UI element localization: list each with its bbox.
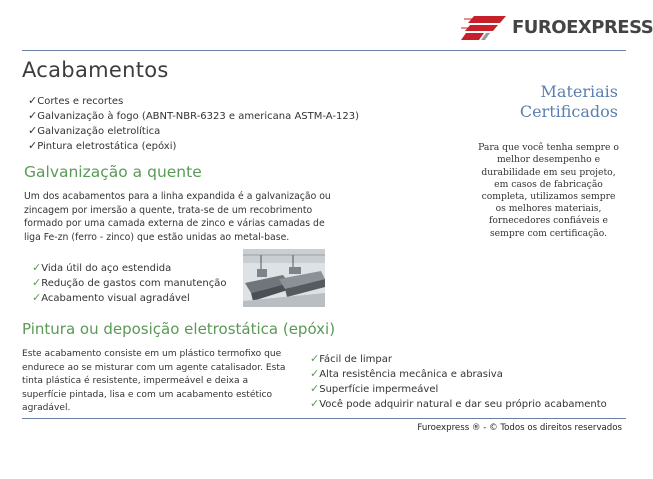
check-icon: ✓ bbox=[310, 352, 320, 365]
check-icon: ✓ bbox=[32, 261, 42, 274]
sidebar-title-line1: Materiais bbox=[540, 82, 618, 101]
check-icon: ✓ bbox=[310, 367, 320, 380]
list-item: ✓Galvanização eletrolítica bbox=[28, 124, 161, 137]
check-icon: ✓ bbox=[310, 397, 320, 410]
footer-copyright: Furoexpress ® - © Todos os direitos reservados bbox=[417, 423, 622, 433]
furoexpress-logo-icon bbox=[460, 14, 508, 42]
list-item: ✓Superfície impermeável bbox=[310, 382, 439, 395]
pintura-text: Este acabamento consiste em um plástico termofixo que endurece ao se misturar com um agente catalisador. Esta tinta plástica é resistente, impermeável e deixa a superfície pintada, lisa e com um acabamento estético agradável. bbox=[22, 349, 286, 413]
list-item: ✓Redução de gastos com manutenção bbox=[32, 276, 227, 289]
sidebar-title bbox=[480, 82, 618, 122]
check-icon: ✓ bbox=[28, 124, 38, 137]
galvanizacao-benefits bbox=[32, 261, 227, 306]
list-item: ✓Galvanização à fogo (ABNT-NBR-6323 e americana ASTM-A-123) bbox=[28, 109, 359, 122]
check-icon: ✓ bbox=[32, 291, 42, 304]
brand-name: FUROEXPRESS bbox=[512, 17, 653, 38]
list-item: ✓Cortes e recortes bbox=[28, 94, 124, 107]
check-icon: ✓ bbox=[32, 276, 42, 289]
list-item: ✓Vida útil do aço estendida bbox=[32, 261, 172, 274]
list-item: ✓Fácil de limpar bbox=[310, 352, 392, 365]
sidebar-title-line2: Certificados bbox=[519, 102, 618, 121]
intro-list bbox=[28, 94, 359, 154]
page-title: Acabamentos bbox=[22, 58, 169, 82]
pintura-benefits bbox=[310, 352, 607, 412]
list-item: ✓Pintura eletrostática (epóxi) bbox=[28, 139, 177, 152]
pintura-heading: Pintura ou deposição eletrostática (epóxi) bbox=[22, 320, 336, 338]
brand-logo[interactable] bbox=[460, 14, 653, 44]
header-divider bbox=[22, 50, 626, 51]
galvanizing-plant-photo bbox=[243, 249, 325, 307]
list-item: ✓Acabamento visual agradável bbox=[32, 291, 190, 304]
list-item: ✓Alta resistência mecânica e abrasiva bbox=[310, 367, 503, 380]
check-icon: ✓ bbox=[28, 94, 38, 107]
check-icon: ✓ bbox=[28, 139, 38, 152]
check-icon: ✓ bbox=[28, 109, 38, 122]
galvanizacao-heading: Galvanização a quente bbox=[24, 163, 202, 181]
list-item: ✓Você pode adquirir natural e dar seu próprio acabamento bbox=[310, 397, 607, 410]
sidebar-text: Para que você tenha sempre o melhor desempenho e durabilidade em seu projeto, em casos de fabricação completa, utilizamos sempre os melhores materiais, fornecedores confiáveis e sempre com certificação. bbox=[478, 142, 619, 239]
galvanizacao-text: Um dos acabamentos para a linha expandida é a galvanização ou zincagem por imersão a quente, trata-se de um recobrimento formado por uma camada externa de zinco e várias camadas de liga Fe-zn (ferro - zinco) que estão unidas ao metal-base. bbox=[24, 191, 331, 243]
footer-divider bbox=[22, 418, 626, 419]
check-icon: ✓ bbox=[310, 382, 320, 395]
